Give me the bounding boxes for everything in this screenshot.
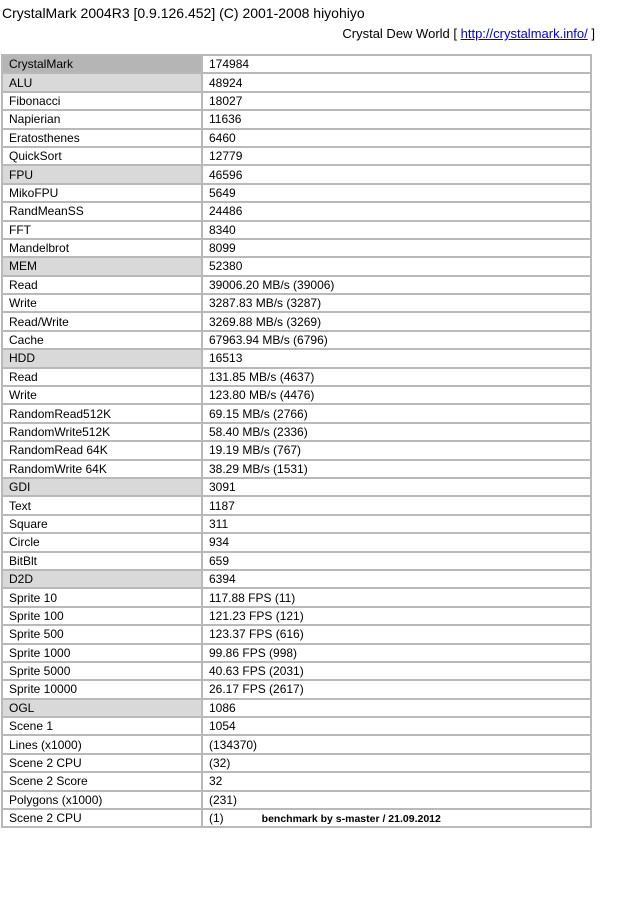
row-value-text: 8099 bbox=[209, 241, 236, 256]
table-row bbox=[2, 460, 591, 478]
credit-suffix: ] bbox=[587, 26, 595, 41]
row-value-cell bbox=[202, 478, 591, 496]
row-value-text: 67963.94 MB/s (6796) bbox=[209, 333, 328, 348]
page-title: CrystalMark 2004R3 [0.9.126.452] (C) 2001-2008 hiyohiyo bbox=[2, 5, 365, 21]
table-row bbox=[2, 110, 591, 128]
row-value-cell bbox=[202, 791, 591, 809]
row-label-cell: Mandelbrot bbox=[2, 239, 202, 257]
row-value-text: (32) bbox=[209, 756, 231, 771]
table-row bbox=[2, 404, 591, 422]
row-value-cell bbox=[202, 110, 591, 128]
table-row bbox=[2, 386, 591, 404]
row-value-text: 1054 bbox=[209, 719, 236, 734]
table-row bbox=[2, 202, 591, 220]
row-label-cell: Sprite 100 bbox=[2, 607, 202, 625]
row-value-text: (231) bbox=[209, 792, 238, 807]
row-value-cell bbox=[202, 349, 591, 367]
row-value-text: 38.29 MB/s (1531) bbox=[209, 461, 308, 476]
row-value-cell bbox=[202, 588, 591, 606]
row-value-cell bbox=[202, 680, 591, 698]
row-value-cell bbox=[202, 625, 591, 643]
table-row bbox=[2, 441, 591, 459]
row-label-cell: Read/Write bbox=[2, 312, 202, 330]
row-value-cell bbox=[202, 809, 591, 827]
row-value-text: 117.88 FPS (11) bbox=[209, 590, 296, 605]
row-value-text: 1086 bbox=[209, 700, 236, 715]
row-label-cell: Sprite 500 bbox=[2, 625, 202, 643]
row-label-cell: RandomRead 64K bbox=[2, 441, 202, 459]
table-row bbox=[2, 754, 591, 772]
row-value-cell bbox=[202, 184, 591, 202]
row-value-cell bbox=[202, 570, 591, 588]
row-value-text: 16513 bbox=[209, 351, 243, 366]
row-value-cell bbox=[202, 55, 591, 73]
row-value-text: 311 bbox=[209, 516, 229, 531]
row-value-cell bbox=[202, 699, 591, 717]
row-label-cell: RandomRead512K bbox=[2, 404, 202, 422]
table-row bbox=[2, 772, 591, 790]
table-row bbox=[2, 533, 591, 551]
row-value-cell bbox=[202, 73, 591, 91]
row-value-cell bbox=[202, 460, 591, 478]
table-row bbox=[2, 699, 591, 717]
table-row bbox=[2, 680, 591, 698]
table-row bbox=[2, 662, 591, 680]
row-value-cell bbox=[202, 386, 591, 404]
row-label-cell: RandMeanSS bbox=[2, 202, 202, 220]
table-row bbox=[2, 55, 591, 73]
benchmark-table-body bbox=[2, 55, 591, 827]
row-value-text: 99.86 FPS (998) bbox=[209, 645, 298, 660]
row-value-text: 6394 bbox=[209, 572, 236, 587]
row-value-text: 934 bbox=[209, 535, 230, 550]
row-value-cell bbox=[202, 644, 591, 662]
row-label-cell: OGL bbox=[2, 699, 202, 717]
row-value-cell bbox=[202, 276, 591, 294]
row-label-cell: D2D bbox=[2, 570, 202, 588]
row-value-cell bbox=[202, 423, 591, 441]
table-row bbox=[2, 552, 591, 570]
row-value-cell bbox=[202, 404, 591, 422]
table-row bbox=[2, 165, 591, 183]
table-row bbox=[2, 607, 591, 625]
table-row bbox=[2, 184, 591, 202]
table-row bbox=[2, 791, 591, 809]
row-value-text: 123.80 MB/s (4476) bbox=[209, 388, 315, 403]
table-row bbox=[2, 276, 591, 294]
table-row bbox=[2, 809, 591, 827]
table-row bbox=[2, 588, 591, 606]
row-value-cell bbox=[202, 202, 591, 220]
table-row bbox=[2, 129, 591, 147]
row-value-cell bbox=[202, 331, 591, 349]
row-value-text: 174984 bbox=[209, 57, 250, 72]
row-value-text: 6460 bbox=[209, 130, 236, 145]
row-label-cell: FFT bbox=[2, 221, 202, 239]
row-value-text: 52380 bbox=[209, 259, 243, 274]
table-row bbox=[2, 570, 591, 588]
row-label-cell: Sprite 5000 bbox=[2, 662, 202, 680]
row-label-cell: Scene 2 CPU bbox=[2, 754, 202, 772]
row-value-text: 48924 bbox=[209, 75, 243, 90]
row-label-cell: Square bbox=[2, 515, 202, 533]
row-value-text: 69.15 MB/s (2766) bbox=[209, 406, 308, 421]
row-label-cell: Circle bbox=[2, 533, 202, 551]
row-label-cell: Scene 2 CPU bbox=[2, 809, 202, 827]
row-label-cell: GDI bbox=[2, 478, 202, 496]
row-value-text: (1) bbox=[209, 810, 224, 825]
table-row bbox=[2, 717, 591, 735]
table-row bbox=[2, 147, 591, 165]
row-value-text: 40.63 FPS (2031) bbox=[209, 664, 304, 679]
table-row bbox=[2, 735, 591, 753]
table-row bbox=[2, 625, 591, 643]
row-value-cell bbox=[202, 294, 591, 312]
row-label-cell: Write bbox=[2, 294, 202, 312]
row-value-text: 3287.83 MB/s (3287) bbox=[209, 296, 322, 311]
row-label-cell: Sprite 10000 bbox=[2, 680, 202, 698]
table-row bbox=[2, 331, 591, 349]
row-value-text: 39006.20 MB/s (39006) bbox=[209, 277, 335, 292]
row-value-text: 24486 bbox=[209, 204, 243, 219]
table-row bbox=[2, 478, 591, 496]
crystalmark-link[interactable]: http://crystalmark.info/ bbox=[460, 26, 588, 41]
row-value-text: (134370) bbox=[209, 737, 258, 752]
table-row bbox=[2, 221, 591, 239]
row-label-cell: BitBlt bbox=[2, 552, 202, 570]
row-value-cell bbox=[202, 221, 591, 239]
row-value-text: 121.23 FPS (121) bbox=[209, 608, 304, 623]
row-value-cell bbox=[202, 735, 591, 753]
row-label-cell: ALU bbox=[2, 73, 202, 91]
benchmark-table bbox=[1, 54, 592, 828]
row-value-cell bbox=[202, 165, 591, 183]
table-row bbox=[2, 257, 591, 275]
row-value-cell bbox=[202, 257, 591, 275]
credit-line bbox=[0, 21, 595, 41]
row-value-text: 46596 bbox=[209, 167, 243, 182]
row-value-text: 131.85 MB/s (4637) bbox=[209, 369, 315, 384]
table-row bbox=[2, 423, 591, 441]
table-row bbox=[2, 239, 591, 257]
row-value-text: 11636 bbox=[209, 112, 242, 127]
row-value-cell bbox=[202, 533, 591, 551]
row-value-cell bbox=[202, 754, 591, 772]
row-label-cell: Sprite 10 bbox=[2, 588, 202, 606]
row-value-text: 5649 bbox=[209, 185, 236, 200]
row-label-cell: Lines (x1000) bbox=[2, 735, 202, 753]
row-value-text: 3091 bbox=[209, 480, 236, 495]
benchmark-author-note: benchmark by s-master / 21.09.2012 bbox=[261, 812, 441, 825]
row-value-text: 32 bbox=[209, 774, 223, 789]
row-value-cell bbox=[202, 147, 591, 165]
row-label-cell: Eratosthenes bbox=[2, 129, 202, 147]
row-value-text: 659 bbox=[209, 553, 230, 568]
row-label-cell: Fibonacci bbox=[2, 92, 202, 110]
row-label-cell: RandomWrite 64K bbox=[2, 460, 202, 478]
row-label-cell: Read bbox=[2, 368, 202, 386]
row-value-cell bbox=[202, 312, 591, 330]
row-value-cell bbox=[202, 368, 591, 386]
row-value-cell bbox=[202, 92, 591, 110]
row-value-text: 19.19 MB/s (767) bbox=[209, 443, 302, 458]
row-value-text: 58.40 MB/s (2336) bbox=[209, 425, 308, 439]
row-label-cell: FPU bbox=[2, 165, 202, 183]
row-value-cell bbox=[202, 129, 591, 147]
row-label-cell: Sprite 1000 bbox=[2, 644, 202, 662]
row-label-cell: MikoFPU bbox=[2, 184, 202, 202]
table-row bbox=[2, 73, 591, 91]
row-value-cell bbox=[202, 239, 591, 257]
row-value-text: 3269.88 MB/s (3269) bbox=[209, 314, 322, 329]
credit-prefix: Crystal Dew World [ bbox=[342, 26, 461, 41]
row-label-cell: Read bbox=[2, 276, 202, 294]
row-label-cell: Cache bbox=[2, 331, 202, 349]
table-row bbox=[2, 496, 591, 514]
row-label-cell: MEM bbox=[2, 257, 202, 275]
row-value-text: 1187 bbox=[209, 498, 235, 513]
table-row bbox=[2, 312, 591, 330]
row-value-cell bbox=[202, 441, 591, 459]
row-value-text: 18027 bbox=[209, 93, 243, 108]
table-row bbox=[2, 515, 591, 533]
row-label-cell: Napierian bbox=[2, 110, 202, 128]
row-value-text: 12779 bbox=[209, 149, 243, 164]
row-value-cell bbox=[202, 717, 591, 735]
row-value-text: 123.37 FPS (616) bbox=[209, 627, 304, 642]
table-row bbox=[2, 644, 591, 662]
table-row bbox=[2, 294, 591, 312]
row-label-cell: Scene 2 Score bbox=[2, 772, 202, 790]
row-value-text: 8340 bbox=[209, 222, 236, 237]
row-label-cell: CrystalMark bbox=[2, 55, 202, 73]
row-label-cell: Text bbox=[2, 496, 202, 514]
row-label-cell: QuickSort bbox=[2, 147, 202, 165]
row-label-cell: HDD bbox=[2, 349, 202, 367]
table-row bbox=[2, 368, 591, 386]
row-label-cell: Write bbox=[2, 386, 202, 404]
row-value-cell bbox=[202, 607, 591, 625]
row-value-cell bbox=[202, 662, 591, 680]
table-row bbox=[2, 92, 591, 110]
row-value-cell bbox=[202, 552, 591, 570]
row-value-cell bbox=[202, 515, 591, 533]
row-value-cell bbox=[202, 772, 591, 790]
row-value-text: 26.17 FPS (2617) bbox=[209, 682, 304, 697]
row-label-cell: Scene 1 bbox=[2, 717, 202, 735]
table-row bbox=[2, 349, 591, 367]
row-label-cell: Polygons (x1000) bbox=[2, 791, 202, 809]
row-label-cell: RandomWrite512K bbox=[2, 423, 202, 441]
row-value-cell bbox=[202, 496, 591, 514]
